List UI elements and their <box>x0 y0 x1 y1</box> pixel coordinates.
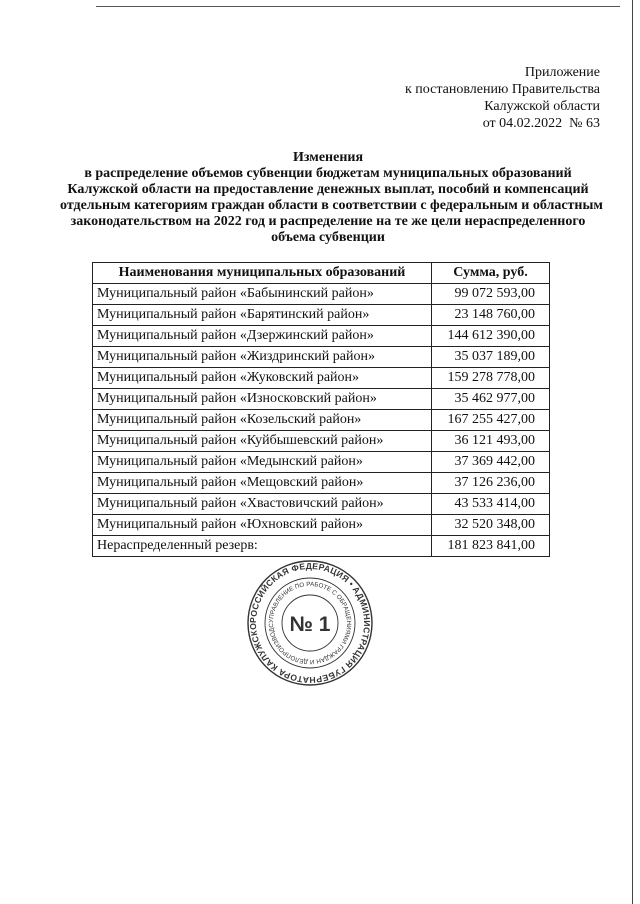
municipality-cell: Муниципальный район «Хвастовичский район» <box>93 494 432 515</box>
municipality-cell: Муниципальный район «Куйбышевский район» <box>93 431 432 452</box>
heading-line: в распределение объемов субвенции бюджетам муниципальных образований <box>84 166 572 181</box>
subvention-table <box>92 262 550 557</box>
seal-inner-text: УПРАВЛЕНИЕ ПО РАБОТЕ С ОБРАЩЕНИЯМИ ГРАЖДАН И ДЕЛОПРОИЗВОДС <box>267 580 353 666</box>
table-row <box>93 284 550 305</box>
amount-cell: 99 072 593,00 <box>432 284 550 305</box>
document-heading <box>60 150 603 246</box>
reserve-label-cell: Нераспределенный резерв: <box>93 536 432 557</box>
heading-line: законодательством на 2022 год и распределение на те же цели нераспределенного <box>70 214 586 229</box>
municipality-cell: Муниципальный район «Дзержинский район» <box>93 326 432 347</box>
municipality-cell: Муниципальный район «Жуковский район» <box>93 368 432 389</box>
appendix-note <box>405 64 600 132</box>
table-row <box>93 368 550 389</box>
reserve-amount-cell: 181 823 841,00 <box>432 536 550 557</box>
amount-cell: 36 121 493,00 <box>432 431 550 452</box>
municipality-cell: Муниципальный район «Жиздринский район» <box>93 347 432 368</box>
municipality-cell: Муниципальный район «Бабынинский район» <box>93 284 432 305</box>
table-row <box>93 389 550 410</box>
heading-title: Изменения <box>292 150 364 165</box>
municipality-cell: Муниципальный район «Мещовский район» <box>93 473 432 494</box>
seal-number: № 1 <box>289 613 331 636</box>
table-row <box>93 452 550 473</box>
appendix-line: к постановлению Правительства <box>404 82 600 97</box>
table-row <box>93 494 550 515</box>
seal-outer-text: РОССИЙСКАЯ ФЕДЕРАЦИЯ • АДМИНИСТРАЦИЯ ГУБЕРНАТОРА КАЛУЖСКО <box>247 560 373 686</box>
heading-line: Калужской области на предоставление денежных выплат, пособий и компенсаций <box>67 182 589 197</box>
amount-cell: 32 520 348,00 <box>432 515 550 536</box>
table-row <box>93 326 550 347</box>
table-row <box>93 515 550 536</box>
table-header-row <box>93 263 550 284</box>
amount-cell: 43 533 414,00 <box>432 494 550 515</box>
appendix-line: Калужской области <box>484 99 600 114</box>
amount-cell: 37 369 442,00 <box>432 452 550 473</box>
official-seal-stamp <box>245 558 375 688</box>
appendix-line: Приложение <box>524 65 600 80</box>
amount-cell: 167 255 427,00 <box>432 410 550 431</box>
amount-cell: 35 462 977,00 <box>432 389 550 410</box>
municipality-cell: Муниципальный район «Барятинский район» <box>93 305 432 326</box>
amount-cell: 23 148 760,00 <box>432 305 550 326</box>
table-row <box>93 473 550 494</box>
appendix-date-number: от 04.02.2022 № 63 <box>482 116 600 131</box>
column-header-amount: Сумма, руб. <box>432 263 550 284</box>
amount-cell: 37 126 236,00 <box>432 473 550 494</box>
table-row-reserve <box>93 536 550 557</box>
table-row <box>93 305 550 326</box>
amount-cell: 35 037 189,00 <box>432 347 550 368</box>
seal-graphic <box>245 558 375 688</box>
scan-edge-right <box>632 0 633 904</box>
municipality-cell: Муниципальный район «Износковский район» <box>93 389 432 410</box>
scan-edge-top <box>96 6 620 7</box>
heading-line: объема субвенции <box>271 230 385 245</box>
heading-line: отдельным категориям граждан области в соответствии с федеральным и областным <box>60 198 603 213</box>
municipality-cell: Муниципальный район «Юхновский район» <box>93 515 432 536</box>
amount-cell: 159 278 778,00 <box>432 368 550 389</box>
table-row <box>93 431 550 452</box>
municipality-cell: Муниципальный район «Козельский район» <box>93 410 432 431</box>
table-row <box>93 410 550 431</box>
municipality-cell: Муниципальный район «Медынский район» <box>93 452 432 473</box>
table-row <box>93 347 550 368</box>
column-header-municipality: Наименования муниципальных образований <box>93 263 432 284</box>
amount-cell: 144 612 390,00 <box>432 326 550 347</box>
